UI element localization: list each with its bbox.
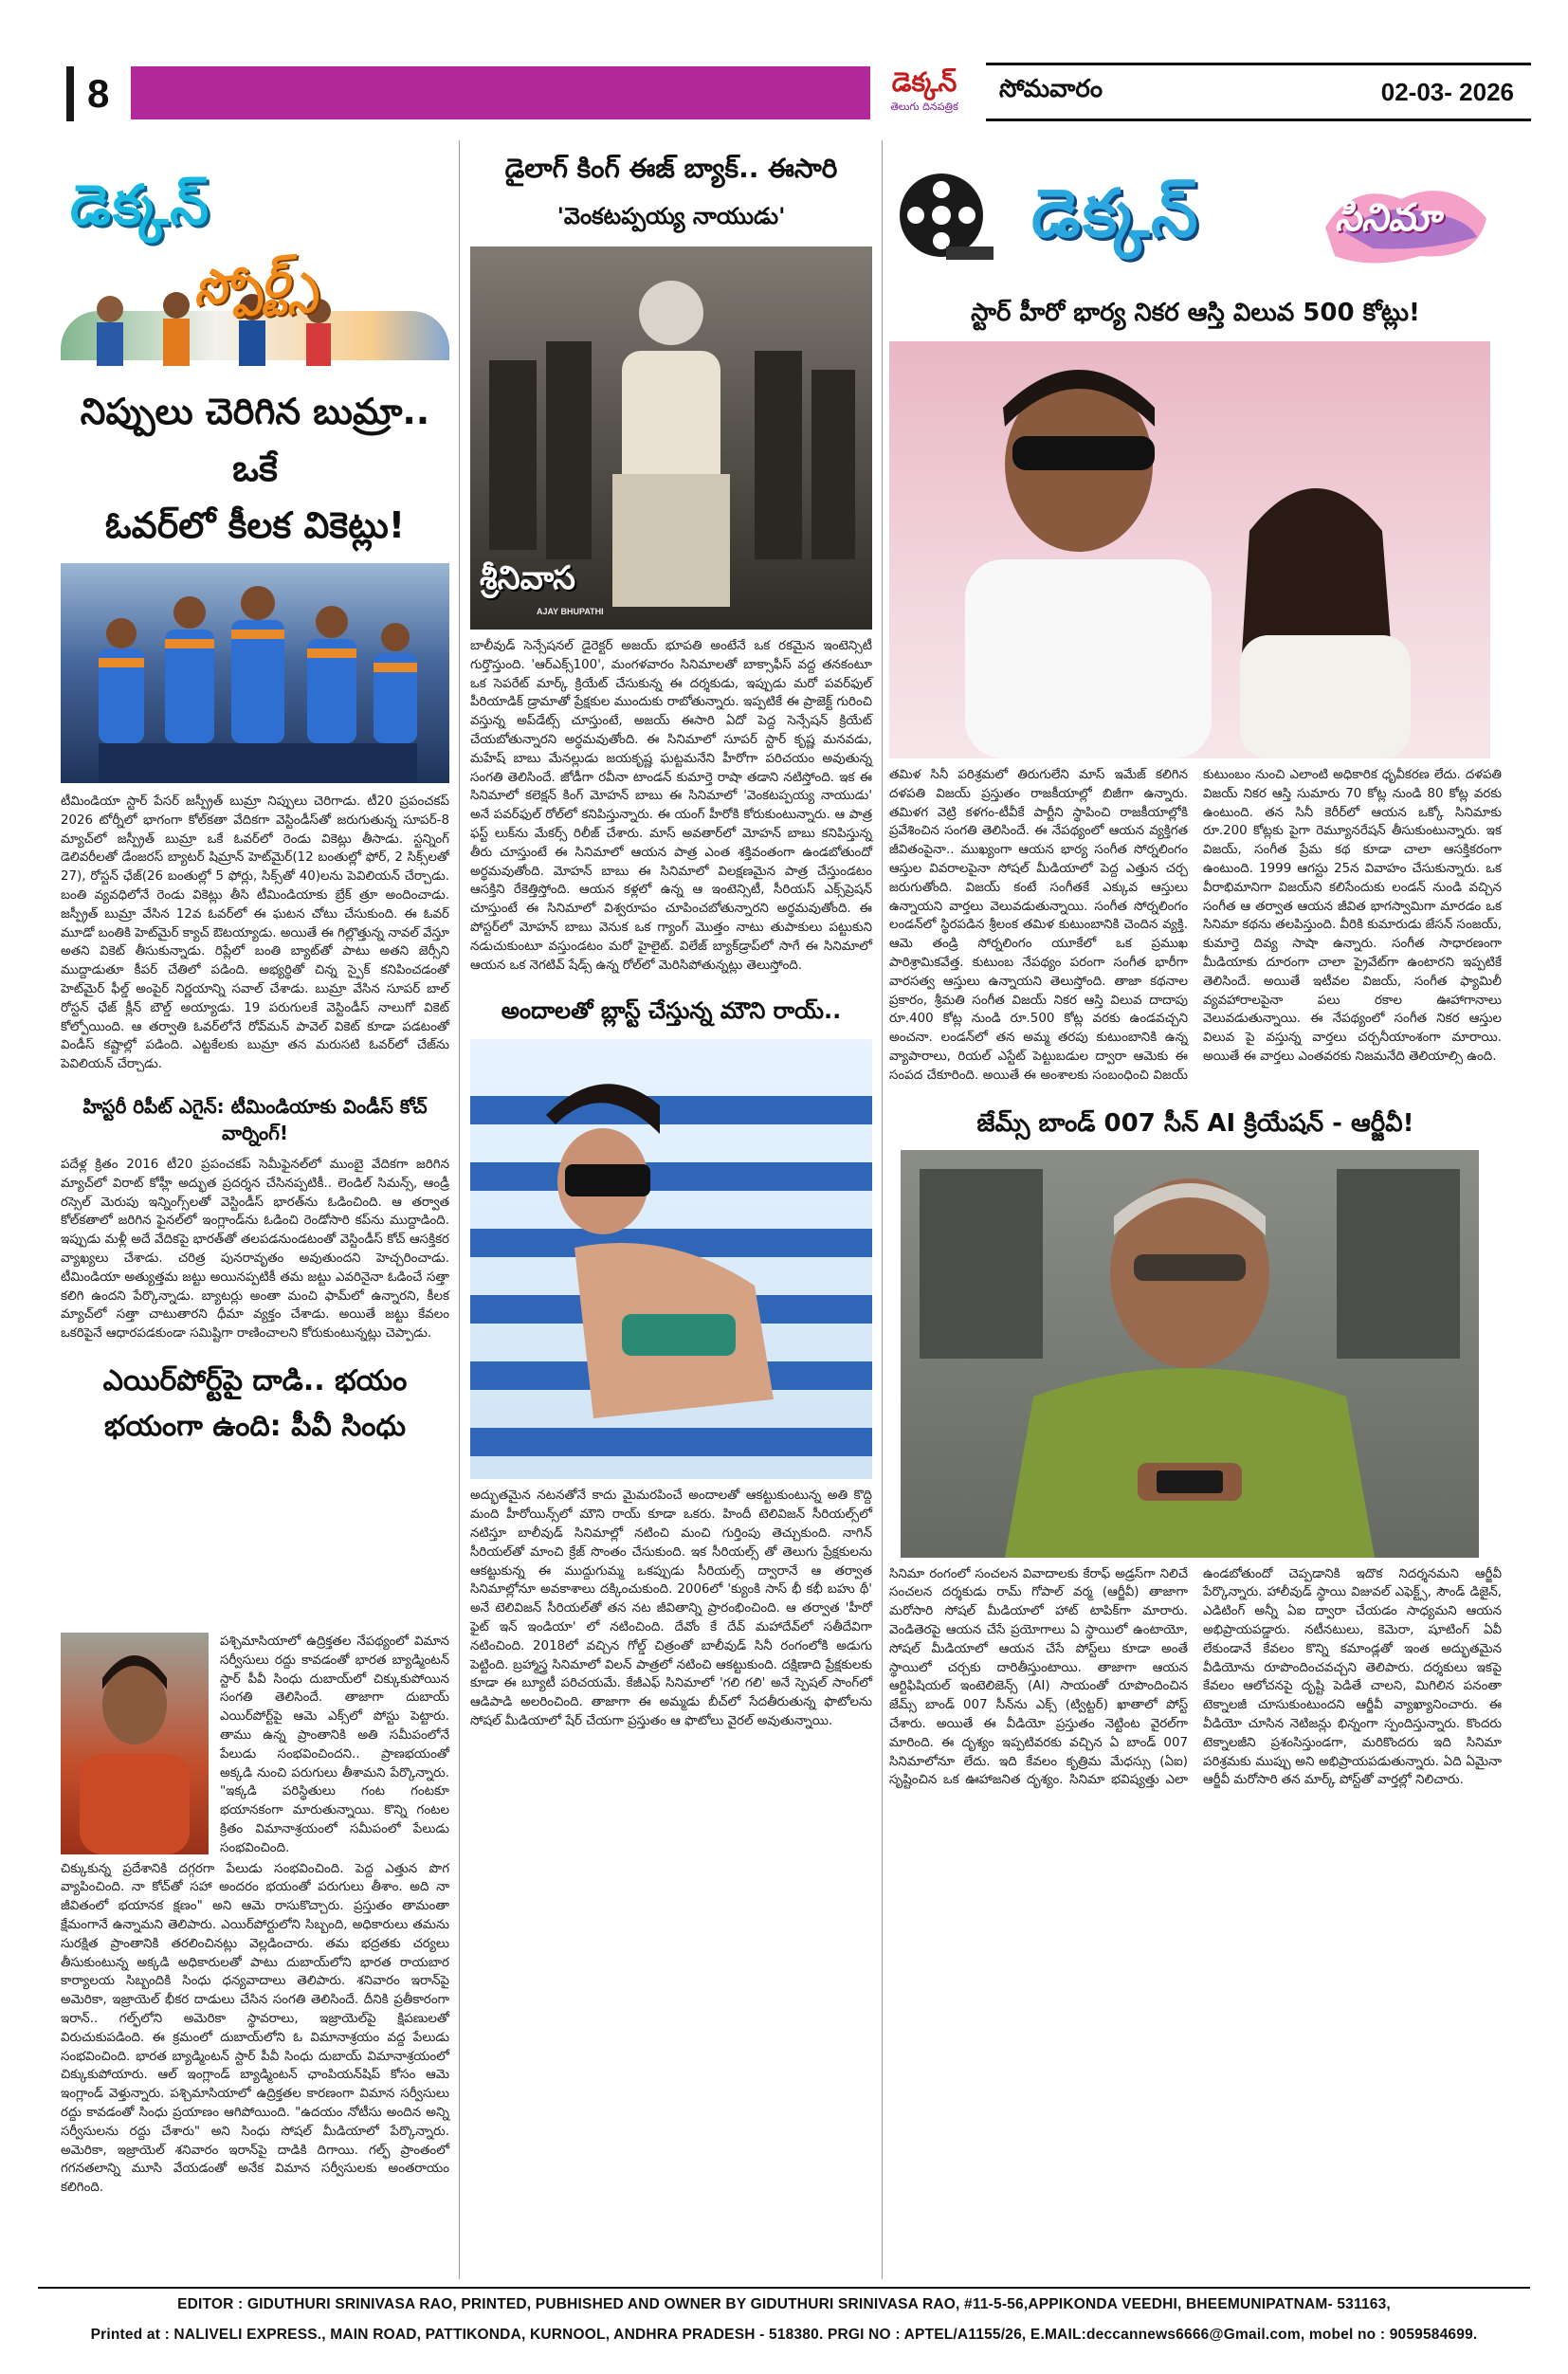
sindhu-headline [61,1359,449,1450]
sindhu-headline-line1: ఎయిర్‌పోర్ట్‌పై దాడి.. భయం [102,1363,408,1397]
mohanbabu-headline-line1: డైలాగ్ కింగ్ ఈజ్ బ్యాక్.. ఈసారి [504,153,838,184]
column-cinema-center [470,142,872,1731]
film-poster-photo [470,247,872,630]
date-strip [986,63,1531,121]
mouni-headline: అందాలతో బ్లాస్ట్ చేస్తున్న మౌని రాయ్.. [501,997,842,1025]
beach-photo-graphic [470,1039,872,1479]
poster-title: శ్రీనివాస [480,559,576,597]
cricket-team-photo [61,563,449,783]
history-headline: హిస్టరీ రిపీట్ ఎగైన్: టీమిండియాకు విండీస్ కోచ్ వార్నింగ్! [82,1094,428,1144]
sindhu-body-wrap: పశ్చిమాసియాలో ఉద్రిక్తతల నేపథ్యంలో విమాన సర్వీసులు రద్దు కావడంతో భారత బ్యాడ్మింటన్ స్టార్ పీవీ సింధు దుబాయ్‌లో చిక్కుకుపోయిన సంగతి తెలిసిందే. తాజాగా దుబాయ్ ఎయిర్‌పోర్ట్‌పై ఆమె ఎక్స్‌లో పోస్టు పెట్టారు. తాము ఉన్న ప్రాంతానికి అతి సమీపంలోనే పేలుడు సంభవించిందని.. ప్రాణభయంతో అక్కడి నుంచి పరుగులు తీశామని పేర్కొన్నారు. "ఇక్కడి పరిస్థితులు గంట గంటకూ భయానకంగా మారుతున్నాయి. కొన్ని గంటల క్రితం విమానాశ్రయంలో సమీపంలో పేలుడు సంభవించింది. [220,1634,449,1855]
vijay-body: తమిళ సినీ పరిశ్రమలో తిరుగులేని మాస్ ఇమేజ్ కలిగిన దళపతి విజయ్ ప్రస్తుతం రాజకీయాల్లో బిజీగా ఉన్నారు. తమిళగ వెట్రి కళగం-టీవీకే పార్టీని స్థాపించి రాజకీయాల్లోకి ప్రవేశించిన సంగతి తెలిసిందే. ఈ నేపథ్యంలో ఆయన వ్యక్తిగత జీవితంపైనా.. ముఖ్యంగా ఆయన భార్య సంగీత సోర్నలింగం ఆస్తుల వివరాలపైనా సోషల్ మీడియాలో పెద్ద ఎత్తున చర్చ జరుగుతోంది. విజయ్ కంటే సంగీతకే ఎక్కువ ఆస్తులు ఉన్నాయని వార్తలు వెలువడుతున్నాయి. సంగీత సోర్నలింగం లండన్‌లో స్థిరపడిన శ్రీలంక తమిళ కుటుంబానికి చెందిన వ్యక్తి. ఆమె తండ్రి సోర్నలింగం యూకేలో ఒక ప్రముఖ పారిశ్రామికవేత్త. కుటుంబ నేపథ్యం పరంగా సంగీత భారీగా వారసత్వ ఆస్తులు ఉన్నాయని తెలుస్తోంది. తాజా కథనాల ప్రకారం, శ్రీమతి సంగీత విజయ్ నికర ఆస్తి విలువ దాదాపు రూ.400 కోట్ల నుండి రూ.500 కోట్ల వరకు ఉండవచ్చని అంచనా. లండన్‌లో తన అమ్మ తరపు కుటుంబానికి ఉన్న వ్యాపారాలు, రియల్ ఎస్టేట్ పెట్టుబడుల ద్వారా ఆమెకు ఈ సంపద చేకూరింది. అయితే ఈ అంశాలకు సంబంధించి విజయ్ కుటుంబం నుంచి ఎలాంటి అధికారిక ధృవీకరణ లేదు. దళపతి విజయ్ నికర ఆస్తి సుమారు 70 కోట్ల నుండి 80 కోట్ల వరకు ఉంటుంది. తన సినీ కెరీర్‌లో ఆయన ఒక్కో సినిమాకు రూ.200 కోట్లకు పైగా రెమ్యూనరేషన్ తీసుకుంటున్నారు. ఇక విజయ్, సంగీత ప్రేమ కథ కూడా చాలా ఆసక్తికరంగా ఉంటుంది. 1999 ఆగస్టు 25న వివాహం చేసుకున్నారు. ఒక వీరాభిమానిగా విజయ్‌ని కలిసేందుకు లండన్ నుండి వచ్చిన సంగీత ఆ తర్వాత ఆయన జీవిత భాగస్వామిగా మారడం ఒక సినిమా కథను తలపిస్తుంది. వీరికి కుమారుడు జేసన్ సంజయ్, కుమార్తె దివ్య సాషా ఉన్నారు. సంగీత సాధారణంగా మీడియాకు దూరంగా చాలా ప్రైవేట్‌గా ఉంటారని ఇప్పటికే తెలిసిందే. అయితే ఇటీవల విజయ్, సంగీత ఫ్యామిలీ వ్యవహారాలపైనా పలు రకాల ఊహాగానాలు వెలువడుతున్నాయి. ఈ నేపథ్యంలో సంగీత నికర ఆస్తుల విలువ పై వస్తున్న వార్తలు చర్చనీయాంశంగా మారాయి. అయితే ఈ వార్తలు ఎంతవరకు నిజమనేది తెలియాల్సి ఉంది. [889,768,1502,1083]
cinema-banner-subtitle: సినిమా [1335,195,1441,240]
couple-photo-graphic [889,341,1490,758]
sports-banner-title: డెక్కన్ [70,173,210,237]
rgv-headline: జేమ్స్ బాండ్ 007 సీన్ AI క్రియేషన్ - ఆర్జీవీ! [976,1108,1414,1138]
cricket-players-graphic [61,563,449,783]
imprint-footer [38,2287,1530,2344]
bumrah-headline-line1: నిప్పులు చెరిగిన బుమ్రా.. ఒకే [80,391,430,489]
history-body: పదేళ్ల క్రితం 2016 టీ20 ప్రపంచకప్ సెమీఫైనల్‌లో ముంబై వేదికగా జరిగిన మ్యాచ్‌లో విరాట్ కోహ్లీ అద్భుత ప్రదర్శన చేసినప్పటికీ.. లెండిల్ సిమన్స్, ఆండ్రీ రస్సెల్ మెరుపు ఇన్నింగ్స్‌లతో వెస్టిండీస్ భారత్‌ను ఓడించింది. ఆ తర్వాత కోల్‌కతాలో జరిగిన ఫైనల్‌లో ఇంగ్లాండ్‌ను ఓడించి రెండోసారి కప్‌ను ముద్దాడింది. ఇప్పుడు మళ్లీ అదే వేదికపై భారత్‌తో తలపడనుండటంతో వెస్టిండీస్ కోచ్ ఆసక్తికర వ్యాఖ్యలు చేశాడు. చరిత్ర పునరావృతం అవుతుందని హెచ్చరించాడు. టీమిండియా అత్యుత్తమ జట్టు అయినప్పటికీ తమ జట్టు ఎవరినైనా ఓడించే సత్తా కలిగి ఉందని పేర్కొన్నాడు. బ్యాటర్లు అంతా మంచి ఫామ్‌లో ఉన్నారని, కీలక మ్యాచ్‌లో సత్తా చాటుతారని ధీమా వ్యక్తం చేశాడు. అయితే జట్టు కేవలం ఒకరిపైనే ఆధారపడకుండా సమిష్టిగా రాణించాలని కోరుకుంటున్నట్లు చెప్పాడు. [61,1157,449,1342]
rgv-body: సినిమా రంగంలో సంచలన వివాదాలకు కేరాఫ్ అడ్రస్‌గా నిలిచే సంచలన దర్శకుడు రామ్ గోపాల్ వర్మ (ఆర్జీవీ) తాజాగా మరోసారి సోషల్ మీడియాలో హాట్ టాపిక్‌గా మారారు. వెండితెరపై ఆయన చేసే ప్రయోగాలు ఏ స్థాయిలో ఉంటాయో, సోషల్ మీడియాలో ఆయన చేసే పోస్ట్‌లు కూడా అంతే స్థాయిలో చర్చకు దారితీస్తుంటాయి. తాజాగా ఆయన ఆర్టిఫిషియల్ ఇంటెలిజెన్స్ (AI) సాయంతో రూపొందించిన జేమ్స్ బాండ్ 007 సీన్‌ను ఎక్స్ (ట్విట్టర్) ఖాతాలో పోస్ట్ చేశారు. అయితే ఈ వీడియో ప్రస్తుతం నెట్టింట వైరల్‌గా మారింది. ఈ దృశ్యం ఇప్పటివరకు వచ్చిన ఏ బాండ్ 007 సినిమాలోనూ లేదు. ఇది కేవలం కృత్రిమ మేధస్సు (ఏఐ) సృష్టించిన ఒక ఊహాజనిత దృశ్యం. సినిమా భవిష్యత్తు ఎలా ఉండబోతుందో చెప్పడానికి ఇదొక నిదర్శనమని ఆర్జీవీ పేర్కొన్నారు. హాలీవుడ్ స్థాయి విజువల్ ఎఫెక్ట్స్, సౌండ్ డిజైన్, ఎడిటింగ్ అన్నీ ఏఐ ద్వారా చేయడం సాధ్యమని ఆయన అభిప్రాయపడ్డారు. నటీనటులు, కెమెరా, షూటింగ్ ఏవీ లేకుండానే కేవలం కొన్ని కమాండ్లతో ఇంత అద్భుతమైన వీడియోను రూపొందించవచ్చని తెలిపారు. దర్శకులు ఇకపై కేవలం ఆలోచనపై దృష్టి పెడితే చాలని, మిగిలిన పనంతా టెక్నాలజీ చూసుకుంటుందని ఆర్జీవీ వ్యాఖ్యానించారు. ఈ వీడియో చూసిన నెటిజన్లు భిన్నంగా స్పందిస్తున్నారు. కొందరు టెక్నాలజీని ప్రశంసిస్తుండగా, మరికొందరు ఇది సినిమా పరిశ్రమకు ముప్పు అని అభిప్రాయపడుతున్నారు. ఏది ఏమైనా ఆర్జీవీ మరోసారి తన మార్క్ పోస్ట్‌తో వార్తల్లో నిలిచారు. [889,1566,1502,1788]
sindhu-headline-line2: భయంగా ఉంది: పీవీ సింధు [103,1409,407,1443]
sindhu-story [61,1633,449,2277]
column-cinema-right [889,142,1502,1790]
film-reel-icon [889,163,994,267]
sports-banner-subtitle: స్పోర్ట్స్ [190,247,320,317]
logo-text: డెక్కన్ [891,66,957,98]
day-name: సోమవారం [999,75,1103,103]
issue-date: 02-03- 2026 [1380,77,1514,106]
mouni-roy-photo [470,1039,872,1479]
mohanbabu-headline-line2: 'వెంకటప్పయ్య నాయుడు' [556,203,786,229]
column-divider [459,140,460,2279]
bumrah-headline [61,383,449,554]
masthead [66,63,1531,129]
vijay-sangeetha-photo [889,341,1490,758]
column-sports [61,142,449,1450]
column-divider [882,140,883,2279]
mohanbabu-body: బాలీవుడ్ సెన్సేషనల్ డైరెక్టర్ అజయ్ భూపతి అంటేనే ఒక రకమైన ఇంటెన్సిటీ గుర్తొస్తుంది. 'ఆర్ఎక్స్100', మంగళవారం సినిమాలతో బాక్సాఫీస్ వద్ద తనకంటూ ఒక సెపరేట్ మార్క్ క్రియేట్ చేసుకున్న ఈ దర్శకుడు, ఇప్పుడు మరో పవర్‌ఫుల్ పీరియాడిక్ డ్రామాతో ప్రేక్షకుల ముందుకు రాబోతున్నారు. ఇప్పటికే ఈ ప్రాజెక్ట్ గురించి వస్తున్న అప్‌డేట్స్ చూస్తుంటే, అజయ్ ఈసారి ఏదో పెద్ద సెన్సేషన్ క్రియేట్ చేయబోతున్నారని అర్థమవుతోంది. ఈ సినిమాలో సూపర్ స్టార్ కృష్ణ మనవడు, మహేష్ బాబు మేనల్లుడు జయకృష్ణ ఘట్టమనేని హీరోగా పరిచయం అవుతున్న సంగతి తెలిసిందే. జోడీగా రవీనా టాండన్ కుమార్తె రాషా తడాని నటిస్తోంది. ఇక ఈ సినిమాలో కలెక్షన్ కింగ్ మోహన్ బాబు ఈ సినిమాలో 'వెంకటప్పయ్య నాయుడు' అనే పవర్‌ఫుల్ రోల్‌లో కనిపిస్తున్నారు. ఈ యంగ్ హీరోకి కోరుకుంటున్నారు. ఆ పాత్ర ఫస్ట్ లుక్‌ను మేకర్స్ రిలీజ్ చేశారు. మాస్ అవతార్‌లో మోహన్ బాబు కనిపిస్తున్న తీరు చూస్తుంటే ఈ సినిమాలో ఆయన పాత్ర ఎంత శక్తివంతంగా ఉండబోతుందో అర్థమవుతోంది. మోహన్ బాబు ఈ సినిమాలో విలక్షణమైన పాత్ర చేస్తుండటం ఆసక్తిని రేకెత్తిస్తోంది. ఆయన కళ్లలో ఉన్న ఆ ఇంటెన్సిటీ, సీరియస్ ఎక్స్‌ప్రెషన్ చూస్తుంటే ఈ సినిమాలో విశ్వరూపం చూపించబోతున్నారని అర్థమవుతోంది. ఈ పోస్టర్‌లో మోహన్ బాబు వెనుక ఒక గ్యాంగ్ మొత్తం నాటు తుపాకులు పట్టుకుని నడుచుకుంటూ వస్తుండటం మరో హైలైట్. విలేజ్ బ్యాక్‌డ్రాప్‌లో సాగే ఈ సినిమాలో ఆయన ఒక నెగటివ్ షేడ్స్ ఉన్న రోల్‌లో మెరిసిపోతున్నట్లు తెలుస్తోంది. [470,639,872,973]
poster-credit: AJAY BHUPATHI [537,607,604,616]
sports-banner [61,169,449,377]
cinema-banner [889,154,1502,286]
footer-printer-line: Printed at : NALIVELI EXPRESS., MAIN ROAD, PATTIKONDA, KURNOOL, ANDHRA PRADESH - 518380. PRGI NO : APTEL/A1155/26, E.MAIL:deccannews6666@Gmail.com, mobel no : 9059584699. [90,2327,1478,2343]
mouni-body: అద్భుతమైన నటనతోనే కాదు మైమరపించే అందాలతో ఆకట్టుకుంటున్న అతి కొద్ది మంది హీరోయిన్స్‌లో మౌని రాయ్ కూడా ఒకరు. హిందీ టెలివిజన్ సీరియల్స్‌లో నటిస్తూ బాలీవుడ్ సినిమాల్లో నటించి మంచి గుర్తింపు తెచ్చుకుంది. నాగిన్ సీరియల్‌తో మాంచి క్రేజ్ సొంతం చేసుకుంది. ఇక సీరియల్స్ తో తెలుగు ప్రేక్షకులను ఆకట్టుకున్న ఈ ముద్దుగుమ్మ ఒకప్పుడు సీరియల్స్ ద్వారానే ఆ తర్వాత సినిమాల్లోనూ అవకాశాలు దక్కించుకుంది. 2006లో 'క్యుంకి సాస్ భీ కభీ బహు థీ' అనే టెలివిజన్ సీరియల్‌తో తన నట జీవితాన్ని ప్రారంభించింది. ఆ తర్వాత 'హీరో ఫైట్ ఇన్ ఇండియా' లో నటించింది. దేవోం కే దేవ్ మహాదేవ్‌లో సతీదేవిగా నటించింది. 2018లో వచ్చిన గోల్డ్ చిత్రంతో బాలీవుడ్ సినీ రంగంలోకి అడుగు పెట్టింది. బ్రహ్మాస్త్ర సినిమాలో విలన్ పాత్రలో నటించి ఆకట్టుకుంది. దక్షిణాది ప్రేక్షకులకు కూడా ఈ బ్యూటీ పరిచయమే. కేజీఎఫ్ సినిమాలో 'గలి గలి' అనే స్పెషల్ సాంగ్‌లో ఆడిపాడి అలరించింది. తాజాగా ఈ అమ్మడు బీచ్‌లో సేదతీరుతున్న ఫొటోలను సోషల్ మీడియాలో షేర్ చేయగా ప్రస్తుతం ఆ ఫొటోలు వైరల్ అవుతున్నాయి. [470,1488,872,1728]
cinema-banner-title: డెక్కన్ [1031,174,1200,252]
vijay-headline: స్టార్ హీరో భార్య నికర ఆస్తి విలువ 500 కోట్లు! [971,299,1420,327]
bumrah-body: టీమిండియా స్టార్ పేసర్ జస్ప్రీత్ బుమ్రా నిప్పులు చెరిగాడు. టీ20 ప్రపంచకప్ 2026 టోర్నీలో భాగంగా కోల్‌కతా వేదికగా వెస్టిండీస్‌తో జరుగుతున్న సూపర్-8 మ్యాచ్‌లో జస్ప్రీత్ బుమ్రా ఒకే ఓవర్‌లో రెండు వికెట్లు తీసాడు. స్టన్నింగ్ డెలివరీలతో డేంజరస్ బ్యాటర్ షిమ్రాన్ హెట్‌మైర్(12 బంతుల్లో ఫోర్, 2 సిక్స్‌లతో 27), రోస్టన్ ఛేజ్(26 బంతుల్లో 5 ఫోర్లు, సిక్స్‌తో 40)లను పెవిలియన్ చేర్చాడు. బంతి వ్యవధిలోనే రెండు వికెట్లు తీసి టీమిండియాకు బ్రేక్ త్రూ అందించాడు. జస్ప్రీత్ బుమ్రా వేసిన 12వ ఓవర్‌లో ఈ ఘటన చోటు చేసుకుంది. ఈ ఓవర్ మూడో బంతికి హెట్‌మైర్ క్యాచ్ ఔటయ్యాడు. అయితే ఈ గిల్లొత్తున్న నావల్ వేస్తూ అతని వికెట్ తీసుకున్నాడు. రిప్లేలో బంతి బ్యాట్‌తో పాటు అతని జెర్సీని ముద్దాడుతూ కీపర్ చేతిలో పడింది. అభ్యర్థితో చిన్న స్పైక్ కనిపించడంతో హెట్‌మైర్ ఫీల్డ్ అంపైర్ నిర్ణయాన్ని సవాల్ చేశాడు. బుమ్రా వేసిన సూపర్ బాల్ రోస్టన్ ఛేజ్ క్లీన్ బౌల్డ్ అయ్యాడు. 19 పరుగులకే వెస్టిండీస్ నాలుగో వికెట్ కోల్పోయింది. ఆ తర్వాతి ఓవర్‌లోనే రోవ్‌మన్ పావెల్ వికెట్ కూడా పడటంతో విండీస్ కష్టాల్లో పడింది. ఎట్టకేలకు బుమ్రా తన మరుసటి ఓవర్‌లో చేజ్‌ను పెవిలియన్ చేర్చాడు. [61,794,449,1072]
newspaper-logo [872,64,976,119]
masthead-color-bar [131,66,870,119]
rgv-photo [901,1150,1479,1558]
footer-editor-line: EDITOR : GIDUTHURI SRINIVASA RAO, PRINTED, PUBHISHED AND OWNER BY GIDUTHURI SRINIVASA RAO, #11-5-56,APPIKONDA VEEDHI, BHEEMUNIPATNAM- 531163, [177,2296,1391,2312]
person-graphic [61,1633,209,1854]
sindhu-photo [61,1633,209,1854]
page-number: 8 [66,66,109,121]
sindhu-body: చిక్కుకున్న ప్రదేశానికి దగ్గరగా పేలుడు సంభవించింది. పెద్ద ఎత్తున పొగ వ్యాపించింది. నా కోచ్‌తో సహా అందరం భయంతో పరుగులు తీశాం. అది నా జీవితంలో భయానక క్షణం" అని ఆమె రాసుకొచ్చారు. ప్రస్తుతం తామంతా క్షేమంగానే ఉన్నామని తెలిపారు. ఎయిర్‌పోర్టులోని సిబ్బంది, అధికారులు తమను సురక్షిత ప్రాంతానికి తరలించినట్లు వెల్లడించారు. తమ భద్రతకు చర్యలు తీసుకుంటున్న అక్కడి అధికారులతో పాటు దుబాయ్‌లోని భారత రాయబార కార్యాలయ సిబ్బందికి సింధు ధన్యవాదాలు తెలిపారు. శనివారం ఇరాన్‌పై అమెరికా, ఇజ్రాయెల్ భీకర దాడులు చేసిన సంగతి తెలిసిందే. దీనికి ప్రతీకారంగా ఇరాన్.. గల్ఫ్‌లోని అమెరికా స్థావరాలు, ఇజ్రాయెల్‌పై క్షిపణులతో విరుచుకుపడింది. ఈ క్రమంలో దుబాయ్‌లోని ఓ విమానాశ్రయం వద్ద పేలుడు సంభవించింది. భారత బ్యాడ్మింటన్ స్టార్ పీవీ సింధు దుబాయ్ విమానాశ్రయంలో చిక్కుకుపోయారు. ఆల్ ఇంగ్లాండ్ బ్యాడ్మింటన్ ఛాంపియన్‌షిప్‌ కోసం ఆమె ఇంగ్లాండ్ వెళ్తున్నారు. పశ్చిమాసియాలో ఉద్రిక్తతల కారణంగా విమాన సర్వీసులు రద్దు కావడంతో సింధు ప్రయాణం ఆగిపోయింది. "ఉదయం నోటీసు అందిన అన్ని సర్వీసులను రద్దు చేశారు" అని సింధు సోషల్ మీడియాలో పేర్కొన్నారు. అమెరికా, ఇజ్రాయెల్ శనివారం ఇరాన్‌పై దాడికి దిగాయి. గల్ఫ్ ప్రాంతంలో గగనతలాన్ని మూసి వేయడంతో అనేక విమాన సర్వీసులకు అంతరాయం కలిగింది. [61,1861,449,2196]
bumrah-headline-line2: ఓవర్‌లో కీలక వికెట్లు! [104,504,406,546]
rgv-photo-graphic [901,1150,1479,1558]
logo-tagline: తెలుగు దినపత్రిక [890,100,958,113]
